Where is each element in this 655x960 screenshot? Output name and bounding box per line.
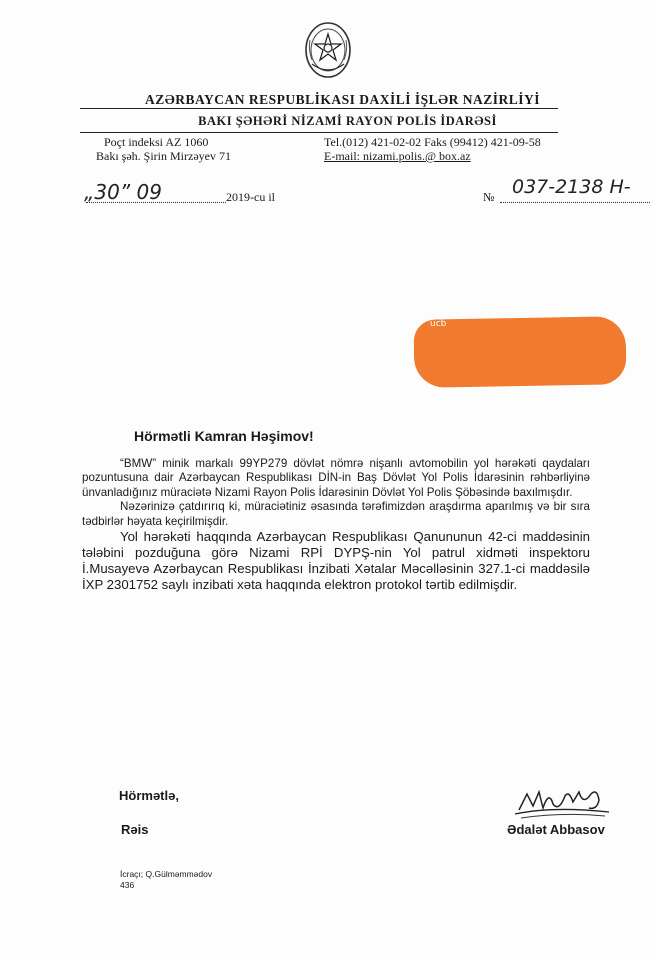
number-label: № [483,190,495,204]
signatory-name: Ədalət Abbasov [507,822,605,837]
letter-body [82,457,590,593]
closing-regards: Hörmətlə, [119,788,179,803]
header-rule-bottom [80,132,558,133]
handwritten-date: „30” 09 [84,180,162,204]
header-rule-top [80,108,558,109]
signatory-position: Rəis [121,822,149,837]
department-title: BAKI ŞƏHƏRİ NİZAMİ RAYON POLİS İDARƏSİ [198,114,497,128]
handwritten-signature-icon [513,782,613,822]
executor-name: İcraçı; Q.Gülməmmədov [120,869,213,879]
paragraph: Nəzərinizə çatdırırıq ki, müraciətiniz əsasında tərəfimizdən araşdırma aparılmış və bir sıra tədbirlər həyata keçirilmişdir. [82,500,590,528]
email: E-mail: nizami.polis.@ box.az [324,149,471,163]
redacted-fragment: ucb [430,319,447,329]
ministry-title: AZƏRBAYCAN RESPUBLİKASI DAXİLİ İŞLƏR NAZİRLİYİ [144,92,541,107]
postal-index: Poçt indeksi AZ 1060 [104,135,209,149]
year-suffix: 2019-cu il [226,190,275,204]
handwritten-number: 037-2138 H- [512,176,631,198]
state-emblem-icon [302,20,354,80]
date-line [86,202,226,203]
address: Bakı şəh. Şirin Mirzəyev 71 [96,149,231,163]
greeting: Hörmətli Kamran Həşimov! [134,428,314,444]
paragraph: “BMW” minik markalı 99YP279 dövlət nömrə nişanlı avtomobilin yol hərəkəti qaydaları pozuntusuna dair Azərbaycan Respublikası DİN-in Baş Dövlət Yol Polis İdarəsinin rəhbərliyinə ünvanladığınız müraciətə Nizami Rayon Polis İdarəsinin Dövlət Yol Polis Şöbəsində baxılmışdır. [82,457,590,499]
number-line [500,202,650,203]
paragraph: Yol hərəkəti haqqında Azərbaycan Respublikası Qanununun 42-ci maddəsinin tələbini pozduğuna görə Nizami RPİ DYPŞ-nin Yol patrul xidməti inspektoru İ.Musayevə Azərbaycan Respublikası İnzibati Xətalar Məcəlləsinin 327.1-ci maddəsilə İXP 2301752 saylı inzibati xəta haqqında elektron protokol tərtib edilmişdir. [82,529,590,593]
executor-info [120,869,212,891]
phone-fax: Tel.(012) 421-02-02 Faks (99412) 421-09-58 [324,135,541,149]
executor-phone: 436 [120,880,135,890]
